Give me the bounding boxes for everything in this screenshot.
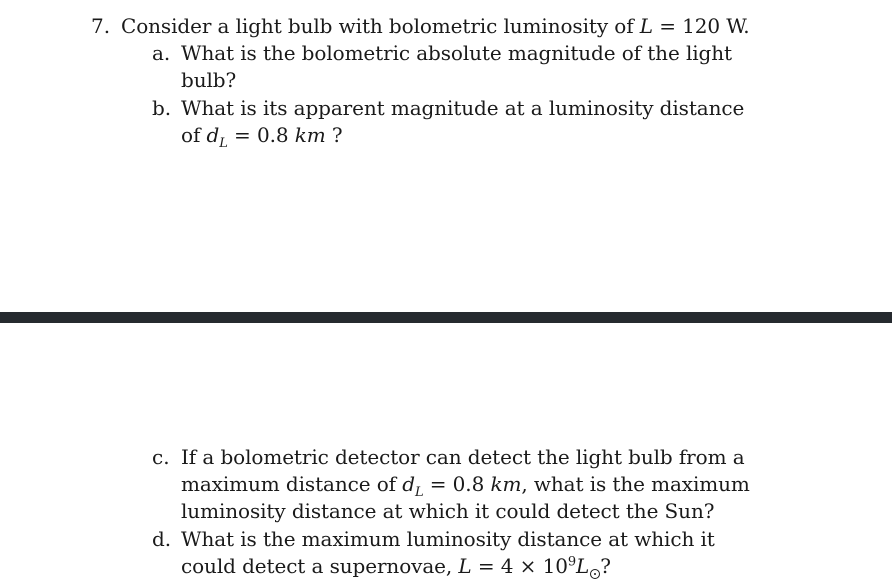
part-b-line-2 xyxy=(181,122,343,149)
question-text-prefix: Consider a light bulb with bolometric luminosity of xyxy=(121,14,634,38)
part-b-label: b. xyxy=(152,96,172,120)
part-c-label: c. xyxy=(152,445,170,469)
part-d-line-2 xyxy=(181,553,611,580)
question-number: 7. xyxy=(91,14,111,38)
part-b-prefix: of xyxy=(181,123,201,147)
exponent: 9 xyxy=(567,554,577,570)
part-c-line-2 xyxy=(181,471,750,498)
question-text-suffix: = 120 W. xyxy=(659,14,750,38)
part-c-line-1: If a bolometric detector can detect the light bulb from a xyxy=(181,445,745,469)
page-divider xyxy=(0,312,892,323)
part-a-line-1: What is the bolometric absolute magnitude of the light xyxy=(181,41,732,65)
distance-subscript: L xyxy=(414,485,424,500)
part-c-suffix: , what is the maximum xyxy=(521,472,750,496)
distance-equals: = 0.8 xyxy=(234,123,289,147)
solar-luminosity: L xyxy=(576,554,600,578)
distance-variable: $d_L$ xyxy=(402,472,424,500)
distance-unit: km xyxy=(490,472,522,496)
part-a-label: a. xyxy=(152,41,171,65)
part-d-prefix: could detect a supernovae, xyxy=(181,554,453,578)
luminosity-variable: L xyxy=(639,14,653,38)
luminosity-variable: L xyxy=(458,554,472,578)
part-c-prefix: maximum distance of xyxy=(181,472,396,496)
part-a-line-2: bulb? xyxy=(181,68,237,92)
part-b-end: ? xyxy=(331,123,343,147)
part-c-line-3: luminosity distance at which it could detect the Sun? xyxy=(181,499,715,523)
sun-symbol-icon xyxy=(590,569,600,579)
distance-equals: = 0.8 xyxy=(429,472,485,496)
part-d-label: d. xyxy=(152,527,172,551)
part-d-line-1: What is the maximum luminosity distance at which it xyxy=(181,527,715,551)
distance-subscript: L xyxy=(219,136,228,151)
distance-variable: $d_L$ xyxy=(206,123,228,151)
part-d-end: ? xyxy=(600,554,611,578)
distance-unit: km xyxy=(294,123,326,147)
question-text xyxy=(121,13,750,40)
luminosity-equals: = $4 \times 10^9$ xyxy=(477,554,577,578)
part-b-line-1: What is its apparent magnitude at a luminosity distance xyxy=(181,96,745,120)
